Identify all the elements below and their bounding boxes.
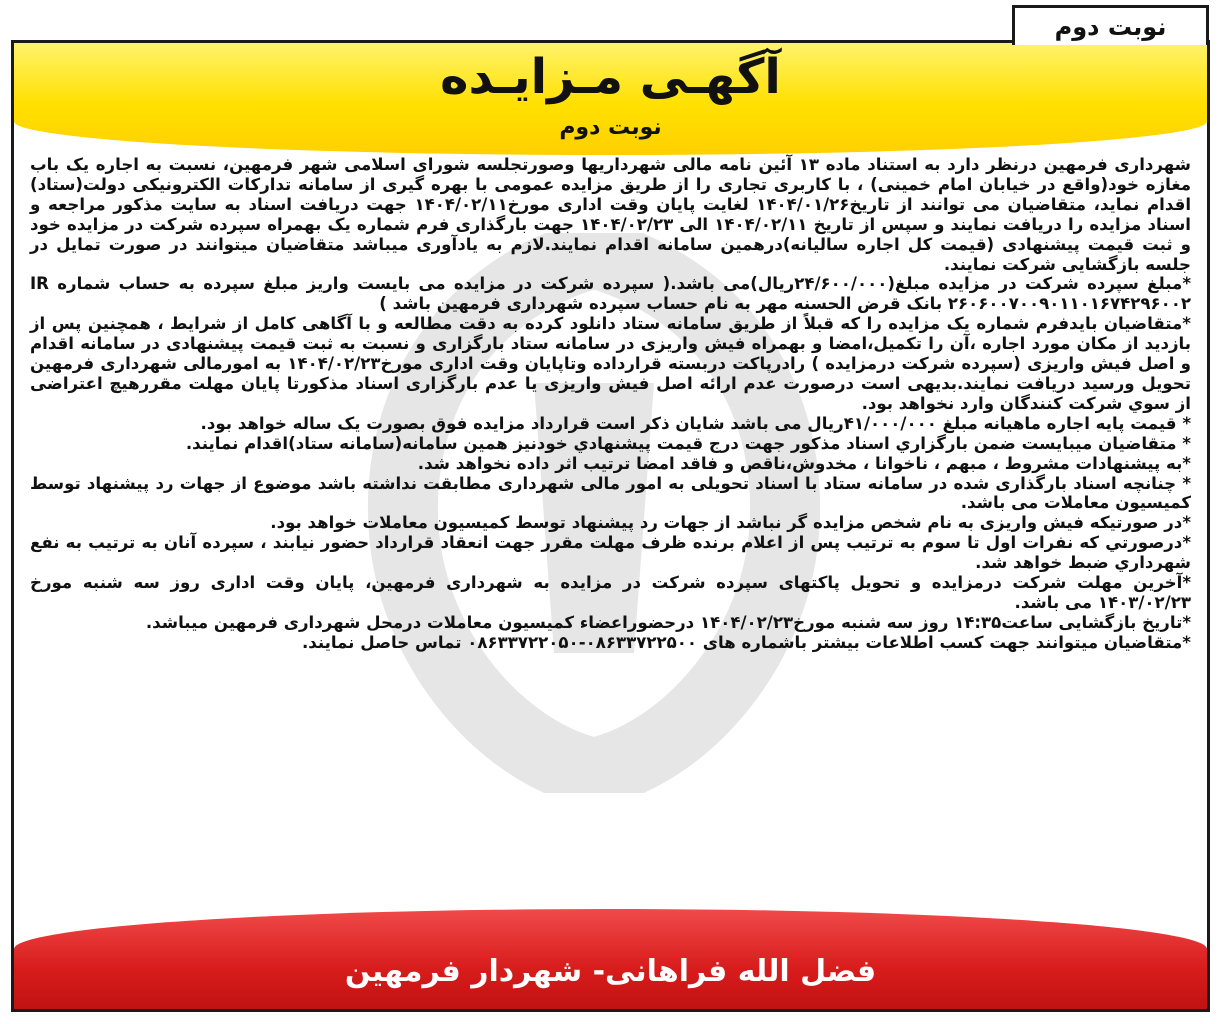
paragraph-deposit: *مبلغ سپرده شرکت در مزایده مبلغ(۲۴/۶۰۰/۰۰۰ریال)می باشد.( سپرده شرکت در مزایده می بایست واریز مبلغ سپرده به حساب شماره IR ۲۶۰۶۰۰۷۰۰۹۰۱۱۰۱۶۷۴۲۹۶۰۰۲ بانک قرض الحسنه مهر به نام حساب سپرده شهرداری فرمهین باشد ) [30,274,1191,314]
edition-label: نوبت دوم [1054,12,1167,41]
edition-tab [1012,5,1209,45]
paragraph-contact: *متقاضیان میتوانند جهت کسب اطلاعات بیشتر باشماره های ۰۸۶۳۳۷۲۲۵۰۰-۰۸۶۳۳۷۲۲۰۵۰ تماس حاصل نمایند. [301,632,1191,652]
paragraph-intro: شهرداری فرمهین درنظر دارد به استناد ماده ۱۳ آئین نامه مالی شهرداریها وصورتجلسه شورای اسلامی شهر فرمهین، نسبت به اجاره یک باب مغازه خود(واقع در خیابان امام خمینی) ، با کاربری تجاری را از طریق مزایده عمومی با بهره گیری از سامانه تدارکات الکترونیکی دولت(ستاد) اقدام نماید، متقاضیان می توانند از تاریخ۱۴۰۴/۰۱/۲۶ لغایت پایان وقت اداری مورخ۱۴۰۴/۰۲/۱۱ جهت دریافت اسناد به سایت مذکور مراجعه و اسناد مزایده را دریافت نمایند و سپس از تاریخ ۱۴۰۴/۰۲/۱۱ الی ۱۴۰۴/۰۲/۲۳ جهت بارگذاری فرم شماره یک بهمراه سپرده شرکت در مزایده خود و ثبت قیمت پیشنهادی (قیمت کل اجاره سالیانه)درهمین سامانه اقدام نمایند.لازم به یادآوری میباشد متقاضیان میتوانند در صورت تمایل در جلسه بازگشایی شرکت نمایند. [30,155,1192,274]
page-title: آگهـی مـزایـده [440,49,781,105]
paragraph-price-entry: * متقاضیان میبایست ضمن بارگزاري اسناد مذکور جهت درج قیمت پیشنهادي خودنیز همین سامانه(سامانه ستاد)اقدام نمایند. [185,433,1191,453]
paragraph-winners-deposit: *درصورتي که نفرات اول تا سوم به ترتیب پس از اعلام برنده ظرف مهلت مقرر جهت انعقاد قرارداد حضور نیابند ، سپرده آنان به ترتیب به نفع شهرداري ضبط خواهد شد. [30,533,1191,573]
notice-frame [11,40,1210,1012]
page-subtitle: نوبت دوم [559,115,662,140]
paragraph-deadline: *آخرین مهلت شرکت درمزایده و تحویل پاکتهای سپرده شرکت در مزایده به شهرداری فرمهین، پایان وقت اداری روز سه شنبه مورخ ۱۴۰۳/۰۲/۲۳ می باشد. [30,573,1191,612]
paragraph-opening-date: *تاریخ بازگشایی ساعت۱۴:۳۵ روز سه شنبه مورخ۱۴۰۴/۰۲/۲۳ درحضوراعضاء کمیسیون معاملات درمحل شهرداری فرمهین میباشد. [145,612,1191,632]
paragraph-conditional-offers: *به پیشنهادات مشروط ، مبهم ، ناخوانا ، مخدوش،ناقص و فاقد امضا ترتیب اثر داده نخواهد شد. [417,453,1191,473]
notice-body [30,155,1191,653]
paragraph-document-mismatch: * چنانچه اسناد بارگذاری شده در سامانه ستاد با اسناد تحویلی به امور مالی شهرداری مطابقت نداشته باشد موضوع از جهات رد پیشنهاد توسط کمیسیون معاملات می باشد. [30,473,1191,513]
paragraph-receipt-name: *در صورتیکه فیش واریزی به نام شخص مزایده گر نباشد از جهات رد پیشنهاد توسط کمیسیون معاملات خواهد بود. [270,513,1191,533]
paragraph-base-price: * قیمت پایه اجاره ماهیانه مبلغ ۴۱/۰۰۰/۰۰۰ریال می باشد شایان ذکر است قرارداد مزایده فوق بصورت یک ساله خواهد بود. [200,413,1191,433]
mayor-signature: فضل الله فراهانی- شهردار فرمهین [344,954,877,989]
paragraph-form-instructions: *متقاضیان بایدفرم شماره یک مزایده را که قبلاً از طریق سامانه ستاد دانلود کرده به دقت مطالعه و با آگاهی کامل از شرایط ، همچنین پس از بازدید از مکان مورد اجاره ،آن را تکمیل،امضا و بهمراه فیش واریزی در سامانه ستاد بارگزاری و نسبت به ثبت قیمت پیشنهادی در سامانه اقدام و اصل فیش واریزی (سپرده شرکت درمزایده ) رادرپاکت دربسته قرارداده وتاپایان وقت اداری مورخ۱۴۰۴/۰۲/۲۳ به امورمالی شهرداری فرمهین تحویل ورسید دریافت نمایند.بدیهی است درصورت عدم ارائه اصل فیش واریزی یا عدم بارگزاری اسناد مذکورتا پایان مهلت مقررهیچ اعتراضی از سوي شرکت کنندگان وارد نخواهد بود. [30,314,1191,413]
